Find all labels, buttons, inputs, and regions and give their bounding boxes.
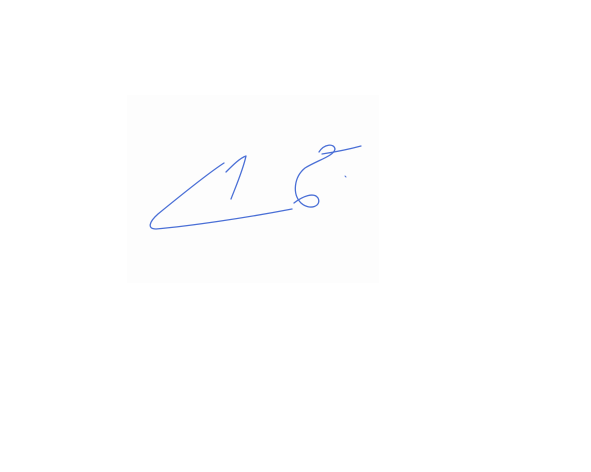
signature-main-stroke [150, 163, 292, 229]
signature-flourish [322, 146, 361, 154]
signature-second-letter [294, 145, 335, 207]
signature-dot [345, 176, 346, 177]
signature-first-letter [226, 156, 246, 199]
